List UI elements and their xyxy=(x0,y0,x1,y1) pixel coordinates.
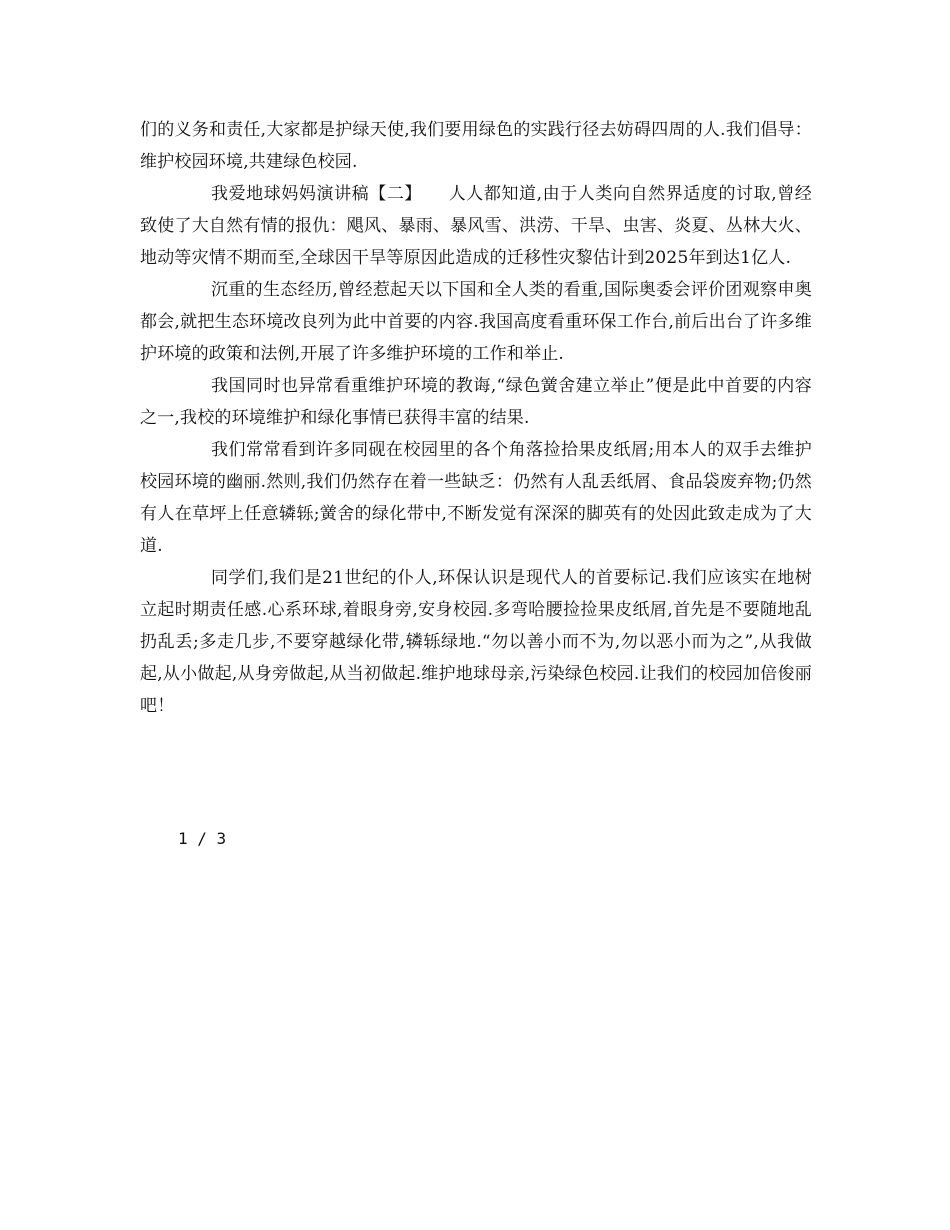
document-body xyxy=(140,114,812,722)
paragraph-green-school: 我国同时也异常看重维护环境的教诲,“绿色黉舍建立举止”便是此中首要的内容之一,我校的环境维护和绿化事情已获得丰富的结果. xyxy=(140,376,812,428)
paragraph-ecological-experience: 沉重的生态经历,曾经惹起天以下国和全人类的看重,国际奥委会评价团观察申奥都会,就把生态环境改良列为此中首要的内容.我国高度看重环保工作台,前后出台了许多维护环境的政策和法例,开展了许多维护环境的工作和举止. xyxy=(140,280,812,364)
paragraph-continuation: 们的义务和责任,大家都是护绿天使,我们要用绿色的实践行径去妨碍四周的人.我们倡导：维护校园环境,共建绿色校园. xyxy=(140,120,812,172)
paragraph-speech-heading: 我爱地球妈妈演讲稿【二】 人人都知道,由于人类向自然界适度的讨取,曾经致使了大自然有情的报仇：飓风、暴雨、暴风雪、洪涝、干旱、虫害、炎夏、丛林大火、地动等灾情不期而至,全球因干旱等原因此造成的迁移性灾黎估计到2025年到达1亿人. xyxy=(140,184,812,268)
paragraph-call-to-action: 同学们,我们是21世纪的仆人,环保认识是现代人的首要标记.我们应该实在地树立起时期责任感.心系环球,着眼身旁,安身校园.多弯哈腰捡捡果皮纸屑,首先是不要随地乱扔乱丢;多走几步,不要穿越绿化带,辚轹绿地.“勿以善小而不为,勿以恶小而为之”,从我做起,从小做起,从身旁做起,从当初做起.维护地球母亲,污染绿色校园.让我们的校园加倍俊丽吧！ xyxy=(140,568,812,716)
paragraph-campus-litter: 我们常常看到许多同砚在校园里的各个角落捡拾果皮纸屑;用本人的双手去维护校园环境的幽丽.然则,我们仍然存在着一些缺乏：仍然有人乱丢纸屑、食品袋废弃物;仍然有人在草坪上任意辚轹;黉舍的绿化带中,不断发觉有深深的脚英有的处因此致走成为了大道. xyxy=(140,440,812,556)
page-number: 1 / 3 xyxy=(178,829,227,848)
